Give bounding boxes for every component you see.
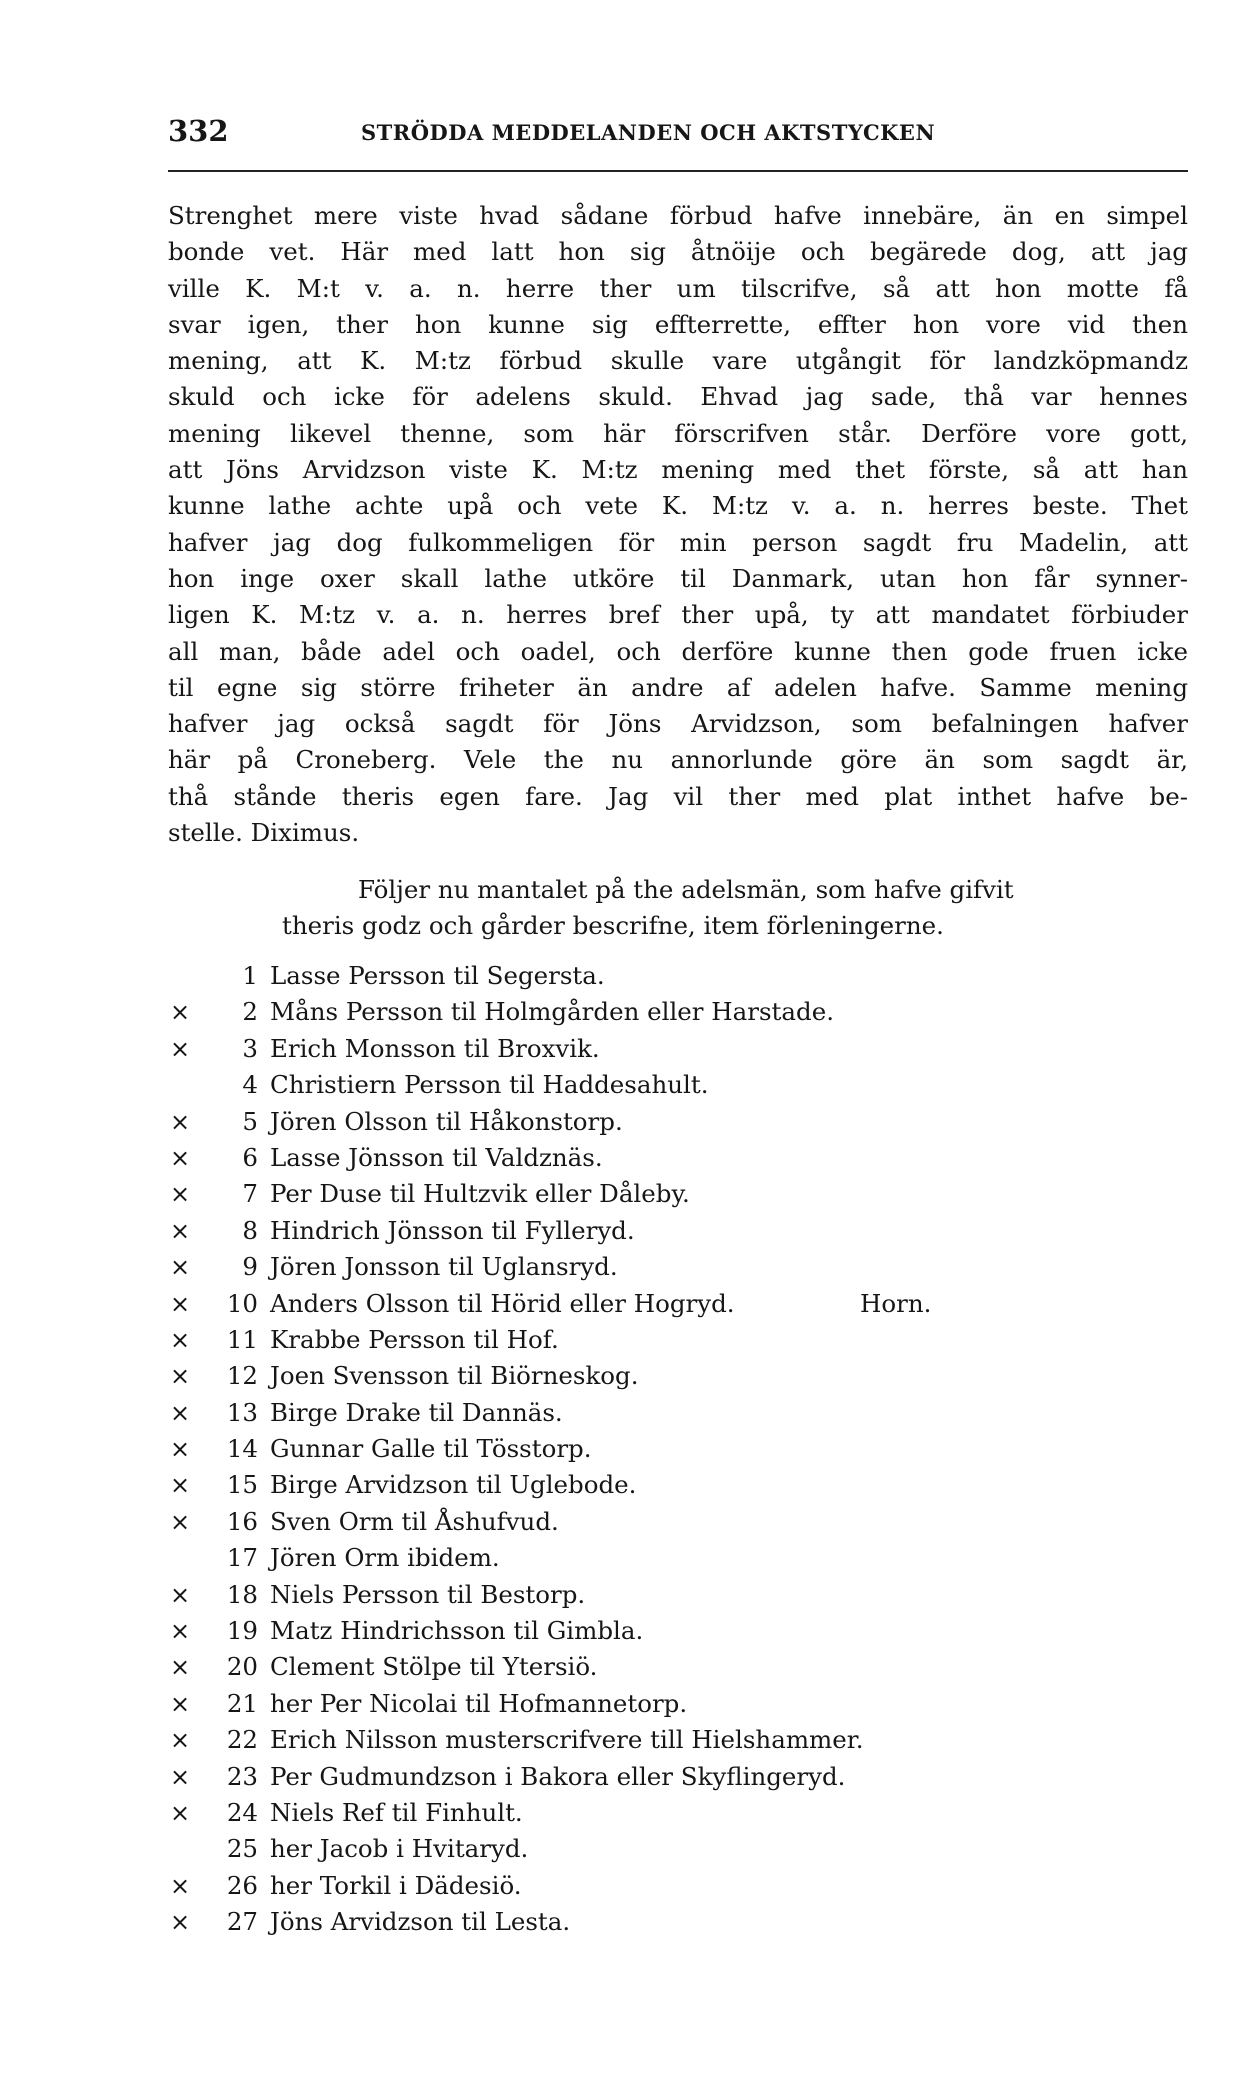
entry-number: 9 <box>242 1252 258 1282</box>
body-paragraph <box>168 198 1188 851</box>
list-item <box>170 1759 1190 1795</box>
entry-number: 10 <box>226 1288 258 1318</box>
entry-name: Niels Ref til Finhult. <box>270 1797 523 1827</box>
list-item <box>170 1104 1190 1140</box>
entry-name: Niels Persson til Bestorp. <box>270 1579 586 1609</box>
list-item <box>170 1176 1190 1212</box>
cross-mark-icon: × <box>170 1107 191 1136</box>
paragraph-line: hafver jag dog fulkommeligen för min person sagdt fru Madelin, att <box>168 527 1188 557</box>
list-item <box>170 1031 1190 1067</box>
entry-name: Anders Olsson til Hörid eller Hogryd. <box>270 1288 735 1318</box>
entry-number: 27 <box>226 1907 258 1937</box>
entry-number: 23 <box>226 1761 258 1791</box>
cross-mark-icon: × <box>170 1034 191 1063</box>
cross-mark-icon: × <box>170 1580 191 1609</box>
list-item <box>170 1649 1190 1685</box>
list-item <box>170 1467 1190 1503</box>
list-item <box>170 1067 1190 1103</box>
list-introduction <box>282 872 1182 945</box>
list-item <box>170 1831 1190 1867</box>
list-item <box>170 1904 1190 1940</box>
cross-mark-icon: × <box>170 1726 191 1755</box>
list-item <box>170 1358 1190 1394</box>
entry-number: 6 <box>242 1142 258 1172</box>
cross-mark-icon: × <box>170 1507 191 1536</box>
entry-name: Jöns Arvidzson til Lesta. <box>270 1907 571 1937</box>
list-item <box>170 1322 1190 1358</box>
paragraph-line: kunne lathe achte upå och vete K. M:tz v. a. n. herres beste. Thet <box>168 491 1188 521</box>
entry-name: Sven Orm til Åshufvud. <box>270 1506 559 1536</box>
cross-mark-icon: × <box>170 998 191 1027</box>
list-item <box>170 1431 1190 1467</box>
list-item <box>170 1577 1190 1613</box>
entry-name: her Per Nicolai til Hofmannetorp. <box>270 1688 688 1718</box>
entry-name: Birge Arvidzson til Uglebode. <box>270 1470 637 1500</box>
paragraph-line: bonde vet. Här med latt hon sig åtnöije och begärede dog, att jag <box>168 237 1188 267</box>
entry-name: her Jacob i Hvitaryd. <box>270 1834 529 1864</box>
entry-note: Horn. <box>860 1288 932 1318</box>
paragraph-line: thå stånde theris egen fare. Jag vil ther med plat inthet hafve be- <box>168 781 1188 811</box>
list-item <box>170 1140 1190 1176</box>
cross-mark-icon: × <box>170 1253 191 1282</box>
entry-number: 5 <box>242 1106 258 1136</box>
cross-mark-icon: × <box>170 1398 191 1427</box>
cross-mark-icon: × <box>170 1798 191 1827</box>
entry-number: 8 <box>242 1215 258 1245</box>
list-item <box>170 1613 1190 1649</box>
paragraph-line: til egne sig större friheter än andre af adelen hafve. Samme mening <box>168 672 1188 702</box>
entry-name: Jören Olsson til Håkonstorp. <box>270 1106 623 1136</box>
entry-number: 11 <box>226 1324 258 1354</box>
page-header <box>168 112 1188 160</box>
entry-name: Jören Jonsson til Uglansryd. <box>270 1252 618 1282</box>
cross-mark-icon: × <box>170 1762 191 1791</box>
entry-name: Birge Drake til Dannäs. <box>270 1397 563 1427</box>
paragraph-line: att Jöns Arvidzson viste K. M:tz mening med thet förste, så att han <box>168 455 1188 485</box>
list-item <box>170 1540 1190 1576</box>
entry-number: 12 <box>226 1361 258 1391</box>
paragraph-line: ville K. M:t v. a. n. herre ther um tilscrifve, så att hon motte få <box>168 273 1188 303</box>
entry-number: 14 <box>226 1434 258 1464</box>
entry-number: 20 <box>226 1652 258 1682</box>
entry-number: 1 <box>242 961 258 990</box>
entry-number: 4 <box>242 1070 258 1100</box>
paragraph-line: mening, att K. M:tz förbud skulle vare utgångit för landzköpmandz <box>168 346 1188 376</box>
cross-mark-icon: × <box>170 1871 191 1900</box>
entry-number: 17 <box>226 1543 258 1573</box>
cross-mark-icon: × <box>170 1471 191 1500</box>
entry-name: Gunnar Galle til Tösstorp. <box>270 1434 592 1464</box>
intro-line: theris godz och gårder bescrifne, item förleningerne. <box>282 911 944 941</box>
entry-number: 13 <box>226 1397 258 1427</box>
list-item <box>170 1213 1190 1249</box>
entry-name: Per Gudmundzson i Bakora eller Skyflingeryd. <box>270 1761 846 1791</box>
entry-number: 25 <box>226 1834 258 1864</box>
cross-mark-icon: × <box>170 1143 191 1172</box>
entry-name: Jören Orm ibidem. <box>270 1543 500 1573</box>
entry-number: 15 <box>226 1470 258 1500</box>
paragraph-line: stelle. Diximus. <box>168 818 360 848</box>
entry-name: Erich Nilsson musterscrifvere till Hielshammer. <box>270 1725 864 1755</box>
entry-number: 21 <box>226 1688 258 1718</box>
entry-name: Hindrich Jönsson til Fylleryd. <box>270 1215 635 1245</box>
list-item <box>170 1722 1190 1758</box>
paragraph-line: svar igen, ther hon kunne sig effterrette, effter hon vore vid then <box>168 309 1188 339</box>
entry-name: Per Duse til Hultzvik eller Dåleby. <box>270 1179 690 1209</box>
list-item <box>170 1286 1190 1322</box>
entry-name: Clement Stölpe til Ytersiö. <box>270 1652 598 1682</box>
entry-name: Krabbe Persson til Hof. <box>270 1324 559 1354</box>
entry-number: 22 <box>226 1725 258 1755</box>
paragraph-line: hon inge oxer skall lathe utköre til Danmark, utan hon får synner- <box>168 563 1188 593</box>
entry-name: Joen Svensson til Biörneskog. <box>270 1361 639 1391</box>
entry-name: Måns Persson til Holmgården eller Harstade. <box>270 997 834 1027</box>
cross-mark-icon: × <box>170 1435 191 1464</box>
cross-mark-icon: × <box>170 1289 191 1318</box>
paragraph-line: all man, både adel och oadel, och derföre kunne then gode fruen icke <box>168 636 1188 666</box>
cross-mark-icon: × <box>170 1908 191 1937</box>
cross-mark-icon: × <box>170 1180 191 1209</box>
entry-number: 7 <box>242 1179 258 1209</box>
entry-number: 18 <box>226 1579 258 1609</box>
list-item <box>170 1504 1190 1540</box>
entry-number: 19 <box>226 1616 258 1646</box>
entry-name: Matz Hindrichsson til Gimbla. <box>270 1616 644 1646</box>
entry-number: 2 <box>242 997 258 1027</box>
entry-number: 24 <box>226 1797 258 1827</box>
cross-mark-icon: × <box>170 1325 191 1354</box>
list-item <box>170 994 1190 1030</box>
list-item <box>170 1395 1190 1431</box>
cross-mark-icon: × <box>170 1617 191 1646</box>
cross-mark-icon: × <box>170 1362 191 1391</box>
list-item <box>170 1868 1190 1904</box>
entry-name: her Torkil i Dädesiö. <box>270 1870 522 1900</box>
entry-number: 3 <box>242 1033 258 1063</box>
page-number: 332 <box>168 114 229 148</box>
running-title: STRÖDDA MEDDELANDEN OCH AKTSTYCKEN <box>361 120 936 145</box>
entry-name: Lasse Jönsson til Valdznäs. <box>270 1142 603 1172</box>
cross-mark-icon: × <box>170 1216 191 1245</box>
cross-mark-icon: × <box>170 1653 191 1682</box>
paragraph-line: mening likevel thenne, som här förscrifven står. Derföre vore gott, <box>168 418 1188 448</box>
entry-name: Lasse Persson til Segersta. <box>270 961 605 990</box>
list-item <box>170 1249 1190 1285</box>
list-item <box>170 1795 1190 1831</box>
header-rule <box>168 170 1188 172</box>
paragraph-line: skuld och icke för adelens skuld. Ehvad jag sade, thå var hennes <box>168 382 1188 412</box>
paragraph-line: hafver jag också sagdt för Jöns Arvidzson, som befalningen hafver <box>168 709 1188 739</box>
intro-line: Följer nu mantalet på the adelsmän, som hafve gifvit <box>358 875 1014 904</box>
paragraph-line: här på Croneberg. Vele the nu annorlunde göre än som sagdt är, <box>168 745 1188 775</box>
entry-number: 26 <box>226 1870 258 1900</box>
paragraph-line: ligen K. M:tz v. a. n. herres bref ther upå, ty att mandatet förbiuder <box>168 600 1188 630</box>
nobility-list <box>170 958 1190 1941</box>
entry-number: 16 <box>226 1506 258 1536</box>
list-item <box>170 958 1190 994</box>
list-item <box>170 1686 1190 1722</box>
cross-mark-icon: × <box>170 1689 191 1718</box>
entry-name: Erich Monsson til Broxvik. <box>270 1033 600 1063</box>
paragraph-line: Strenghet mere viste hvad sådane förbud hafve innebäre, än en simpel <box>168 201 1188 230</box>
entry-name: Christiern Persson til Haddesahult. <box>270 1070 709 1100</box>
